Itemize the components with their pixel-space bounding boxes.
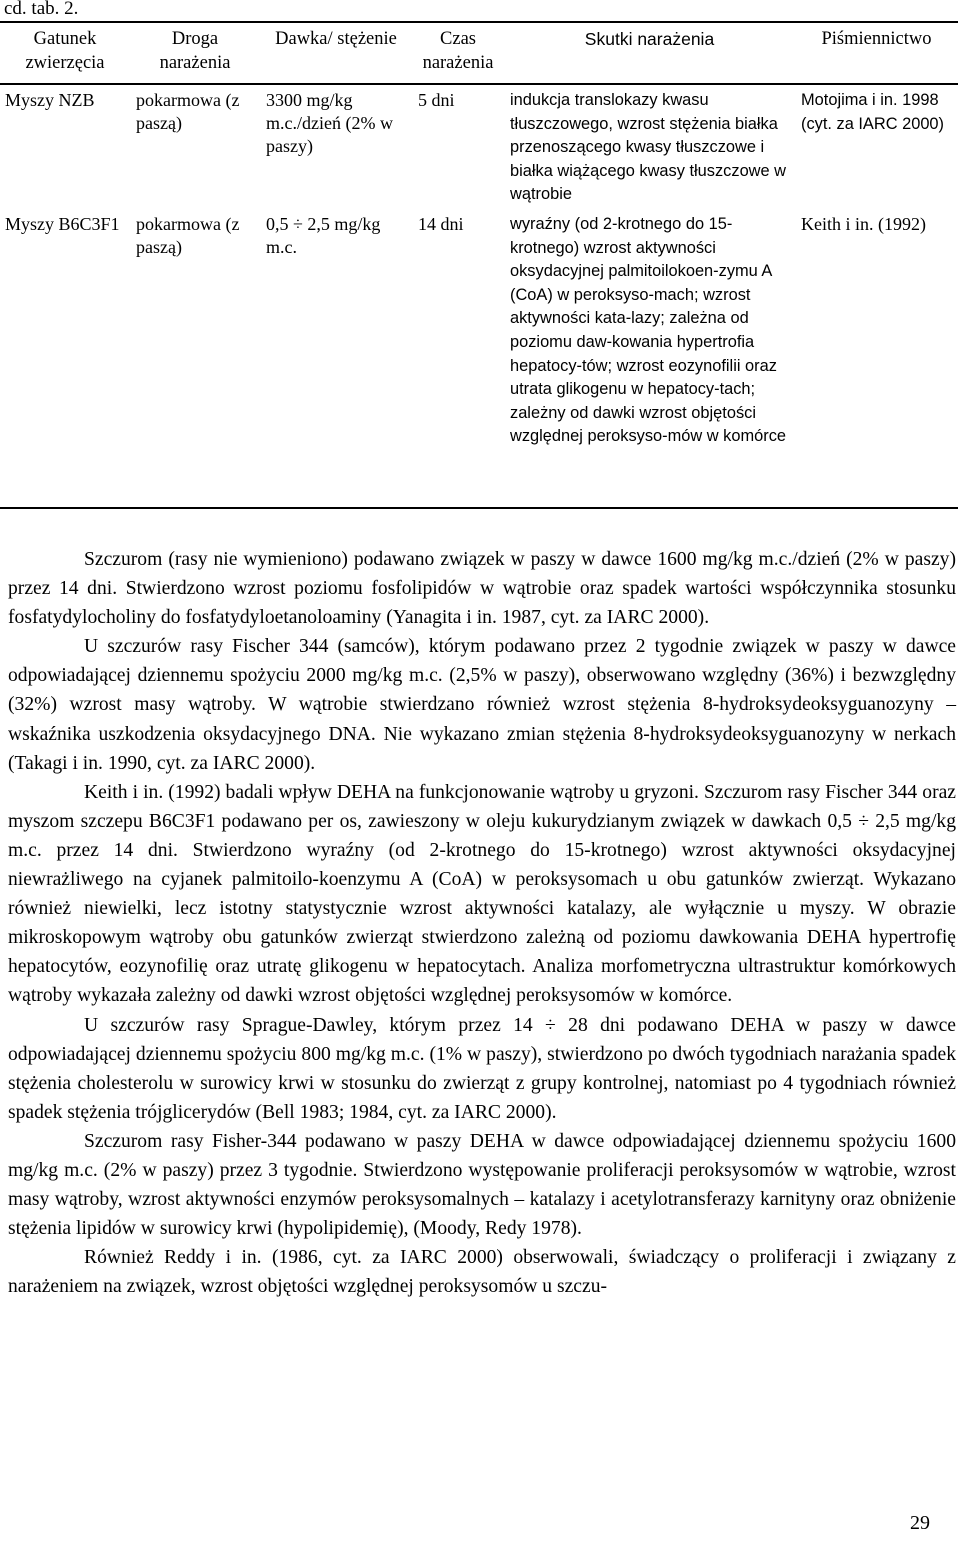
cell-time: 14 dni	[418, 214, 464, 234]
page-number: 29	[910, 1512, 930, 1534]
paragraph: U szczurów rasy Sprague-Dawley, którym przez 14 ÷ 28 dni podawano DEHA w paszy w dawce odpowiadającej dziennemu spożyciu 800 mg/kg m.c. (1% w paszy), stwierdzono po dwóch tygodniach narażania spadek stężenia cholesterolu w surowicy krwi w stosunku do zwierząt z grupy kontrolnej, natomiast po 4 tygodniach również spadek stężenia trójglicerydów (Bell 1983; 1984, cyt. za IARC 2000).	[8, 1014, 956, 1123]
header-effects: Skutki narażenia	[584, 29, 715, 49]
header-species: Gatunek zwierzęcia	[25, 29, 105, 73]
cell-species: Myszy NZB	[5, 90, 95, 110]
cell-refs: Motojima i in. 1998 (cyt. za IARC 2000)	[801, 91, 945, 133]
table-header-row	[0, 22, 958, 84]
cell-time: 5 dni	[418, 90, 455, 110]
table-row	[0, 209, 958, 508]
cell-species: Myszy B6C3F1	[5, 214, 120, 234]
header-route: Droga narażenia	[159, 29, 231, 73]
header-time: Czas narażenia	[422, 29, 494, 73]
paragraph: Również Reddy i in. (1986, cyt. za IARC 2000) obserwowali, świadczący o proliferacji i związany z narażeniem na związek, wzrost objętości względnej peroksysomów u szczu-	[8, 1247, 956, 1298]
cell-effects: indukcja translokazy kwasu tłuszczowego, wzrost stężenia białka przenoszącego kwasy tłuszczowe i białka wiążącego kwasy tłuszczowe w wątrobie	[510, 91, 787, 204]
paragraph: Keith i in. (1992) badali wpływ DEHA na funkcjonowanie wątroby u gryzoni. Szczurom rasy Fischer 344 oraz myszom szczepu B6C3F1 podawano per os, zawieszony w oleju kukurydzianym związek w dawkach 0,5 ÷ 2,5 mg/kg m.c. przez 14 dni. Stwierdzono wyraźny (od 2-krotnego do 15-krotnego) wzrost aktywności oksydacyjnej niewrażliwego na cyjanek palmitoilo-koenzymu A (CoA) w peroksysomach u obu gatunków zwierząt. Wykazano również niewielki, lecz istotny statystycznie wzrost aktywności katalazy, ale wyłącznie u myszy. W obrazie mikroskopowym wątroby obu gatunków zwierząt stwierdzono zależną od poziomu dawkowania DEHA hypertrofię hepatocytów, eozynofilię oraz utratę glikogenu w hepatocytach. Analiza morfometryczna ultrastruktur komórkowych wątroby wykazała zależny od dawki wzrost objętości względnej peroksysomów w komórce.	[8, 781, 956, 1007]
body-text	[8, 545, 956, 1301]
table-row	[0, 84, 958, 209]
paragraph: Szczurom (rasy nie wymieniono) podawano związek w paszy w dawce 1600 mg/kg m.c./dzień (2% w paszy) przez 14 dni. Stwierdzono wzrost poziomu fosfolipidów w wątrobie oraz spadek wartości współczynnika stosunku fosfatydylocholiny do fosfatydyloetanoloaminy (Yanagita i in. 1987, cyt. za IARC 2000).	[8, 549, 956, 629]
header-refs: Piśmiennictwo	[821, 29, 932, 49]
cell-refs: Keith i in. (1992)	[801, 214, 926, 234]
cell-dose: 0,5 ÷ 2,5 mg/kg m.c.	[266, 214, 381, 257]
paragraph: U szczurów rasy Fischer 344 (samców), którym podawano przez 2 tygodnie związek w paszy w dawce odpowiadającej dziennemu spożyciu 2000 mg/kg m.c. (2,5% w paszy), obserwowano względny (36%) i bezwzględny (32%) wzrost masy wątroby. W wątrobie stwierdzano również wzrost stężenia 8-hydroksydeoksyguanozyny – wskaźnika uszkodzenia oksydacyjnego DNA. Nie wykazano zmian stężenia 8-hydroksydeoksyguanozyny w nerkach (Takagi i in. 1990, cyt. za IARC 2000).	[8, 636, 956, 774]
cell-dose: 3300 mg/kg m.c./dzień (2% w paszy)	[266, 90, 393, 156]
effects-table	[0, 21, 958, 509]
cell-route: pokarmowa (z paszą)	[136, 90, 240, 133]
header-dose: Dawka/ stężenie	[275, 29, 397, 49]
cell-effects: wyraźny (od 2-krotnego do 15-krotnego) wzrost aktywności oksydacyjnej palmitoilokoen-zymu A (CoA) w peroksyso-mach; wzrost aktywności kata-lazy; zależna od poziomu daw-kowania hypertrofia hepatocy-tów; wzrost eozynofilii oraz utrata glikogenu w hepatocy-tach; zależny od dawki wzrost objętości względnej peroksyso-mów w komórce	[510, 215, 787, 446]
paragraph: Szczurom rasy Fisher-344 podawano w paszy DEHA w dawce odpowiadającej dziennemu spożyciu 1600 mg/kg m.c. (2% w paszy) przez 3 tygodnie. Stwierdzono występowanie proliferacji peroksysomów w wątrobie, wzrost masy wątroby, wzrost aktywności enzymów peroksysomalnych – katalazy i acetylotransferazy karnityny oraz obniżenie stężenia lipidów w surowicy krwi (hypolipidemię), (Moody, Redy 1978).	[8, 1130, 956, 1240]
table-caption: cd. tab. 2.	[4, 0, 79, 19]
cell-route: pokarmowa (z paszą)	[136, 214, 240, 257]
